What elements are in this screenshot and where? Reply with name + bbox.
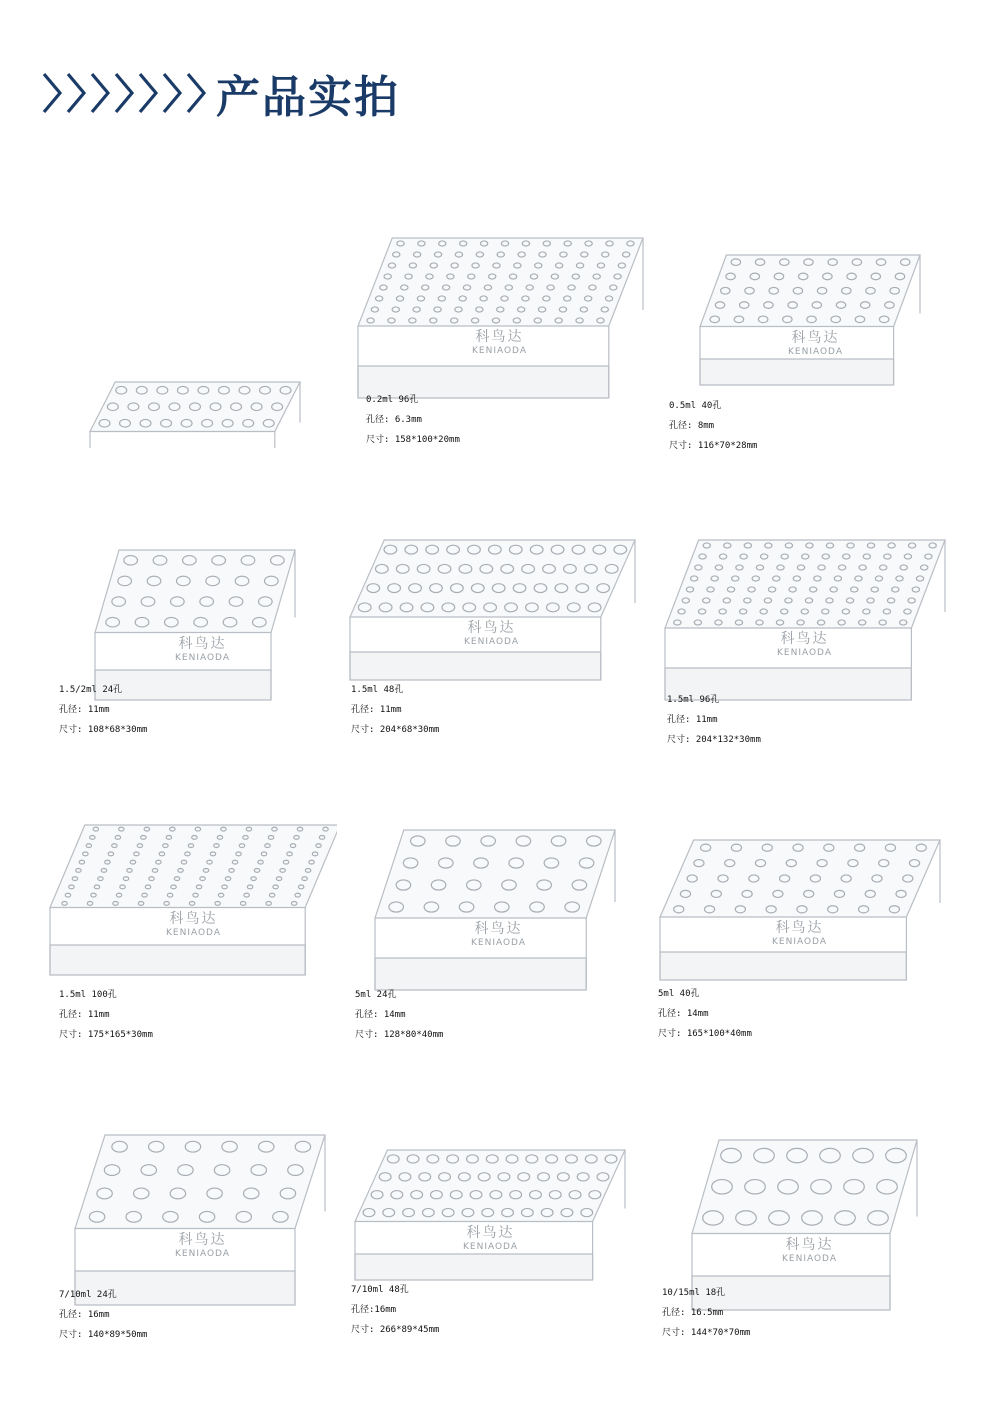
watermark-en: KENIAODA — [777, 648, 832, 658]
product-specs — [351, 680, 439, 740]
product-name: 5ml 24孔 — [355, 990, 397, 1000]
watermark-cn: 科鸟达 — [780, 631, 829, 647]
product-specs — [662, 1283, 750, 1343]
product-name: 1.5ml 96孔 — [667, 695, 720, 705]
watermark-cn: 科鸟达 — [178, 1231, 227, 1248]
product-card — [655, 460, 950, 760]
watermark-en: KENIAODA — [166, 927, 221, 938]
product-size: 尺寸: 175*165*30mm — [59, 1030, 153, 1040]
watermark-cn: 科鸟达 — [467, 620, 516, 636]
brand-watermark — [472, 326, 527, 356]
watermark-cn: 科鸟达 — [475, 329, 524, 345]
product-specs — [351, 1280, 439, 1340]
product-card — [45, 450, 335, 750]
brand-watermark — [772, 917, 827, 947]
product-specs — [59, 985, 153, 1045]
watermark-en: KENIAODA — [464, 637, 519, 647]
brand-watermark — [782, 1234, 837, 1264]
product-card — [652, 1075, 950, 1375]
chevron-right-icon — [112, 70, 136, 116]
watermark-cn: 科鸟达 — [775, 920, 824, 936]
watermark-en: KENIAODA — [772, 937, 827, 947]
product-specs — [355, 985, 443, 1045]
brand-watermark — [788, 327, 843, 357]
product-size: 尺寸: 266*89*45mm — [351, 1325, 440, 1335]
product-card — [655, 160, 937, 460]
product-specs — [59, 1285, 147, 1345]
test-tube-rack-photo — [45, 362, 310, 448]
watermark-en: KENIAODA — [788, 346, 843, 357]
product-card — [348, 158, 646, 450]
product-name: 1.5ml 48孔 — [351, 685, 404, 695]
chevron-right-icon — [40, 70, 64, 116]
product-size: 尺寸: 165*100*40mm — [658, 1029, 752, 1039]
product-card — [345, 460, 640, 750]
watermark-en: KENIAODA — [472, 346, 527, 356]
hole-diameter: 孔径: 14mm — [658, 1009, 709, 1019]
product-size: 尺寸: 116*70*28mm — [669, 441, 758, 451]
watermark-cn: 科鸟达 — [791, 329, 840, 346]
watermark-cn: 科鸟达 — [474, 921, 523, 937]
product-name: 7/10ml 48孔 — [351, 1285, 409, 1295]
chevron-right-icon — [136, 70, 160, 116]
product-card — [45, 775, 337, 1050]
chevron-right-icon — [64, 70, 88, 116]
hole-diameter: 孔径: 8mm — [669, 421, 715, 431]
chevron-right-icon — [184, 70, 208, 116]
product-specs — [366, 390, 460, 450]
watermark-cn: 科鸟达 — [178, 635, 227, 652]
page-header — [40, 58, 400, 128]
chevron-decoration — [40, 70, 208, 116]
product-card — [45, 1075, 337, 1375]
hole-diameter: 孔径:16mm — [351, 1305, 397, 1315]
chevron-right-icon — [160, 70, 184, 116]
product-card — [345, 780, 640, 1050]
watermark-en: KENIAODA — [175, 652, 230, 663]
hole-diameter: 孔径: 6.3mm — [366, 415, 422, 425]
product-card — [45, 362, 310, 448]
watermark-en: KENIAODA — [782, 1253, 837, 1264]
brand-watermark — [777, 628, 832, 658]
product-specs — [658, 984, 752, 1044]
brand-watermark — [464, 617, 519, 647]
product-size: 尺寸: 128*80*40mm — [355, 1030, 444, 1040]
brand-watermark — [175, 1229, 230, 1259]
watermark-cn: 科鸟达 — [785, 1236, 834, 1253]
hole-diameter: 孔径: 14mm — [355, 1010, 406, 1020]
product-name: 0.5ml 40孔 — [669, 401, 722, 411]
product-name: 0.2ml 96孔 — [366, 395, 419, 405]
brand-watermark — [175, 633, 230, 663]
product-size: 尺寸: 144*70*70mm — [662, 1328, 751, 1338]
product-specs — [669, 396, 757, 456]
brand-watermark — [166, 908, 221, 938]
watermark-en: KENIAODA — [175, 1248, 230, 1259]
product-name: 7/10ml 24孔 — [59, 1290, 117, 1300]
watermark-en: KENIAODA — [463, 1241, 518, 1252]
brand-watermark — [463, 1222, 518, 1252]
chevron-right-icon — [88, 70, 112, 116]
product-size: 尺寸: 108*68*30mm — [59, 725, 148, 735]
hole-diameter: 孔径: 11mm — [59, 1010, 110, 1020]
hole-diameter: 孔径: 16mm — [59, 1310, 110, 1320]
product-specs — [59, 680, 147, 740]
watermark-cn: 科鸟达 — [466, 1224, 515, 1241]
product-card — [345, 1080, 640, 1370]
brand-watermark — [471, 918, 526, 948]
product-size: 尺寸: 158*100*20mm — [366, 435, 460, 445]
product-name: 1.5/2ml 24孔 — [59, 685, 123, 695]
page-title: 产品实拍 — [216, 72, 400, 123]
product-name: 10/15ml 18孔 — [662, 1288, 726, 1298]
hole-diameter: 孔径: 11mm — [59, 705, 110, 715]
hole-diameter: 孔径: 11mm — [667, 715, 718, 725]
product-card — [650, 780, 950, 1050]
watermark-cn: 科鸟达 — [169, 910, 218, 927]
product-size: 尺寸: 140*89*50mm — [59, 1330, 148, 1340]
product-size: 尺寸: 204*68*30mm — [351, 725, 440, 735]
product-name: 5ml 40孔 — [658, 989, 700, 999]
product-specs — [667, 690, 761, 750]
hole-diameter: 孔径: 16.5mm — [662, 1308, 724, 1318]
hole-diameter: 孔径: 11mm — [351, 705, 402, 715]
product-name: 1.5ml 100孔 — [59, 990, 117, 1000]
product-size: 尺寸: 204*132*30mm — [667, 735, 761, 745]
watermark-en: KENIAODA — [471, 938, 526, 948]
